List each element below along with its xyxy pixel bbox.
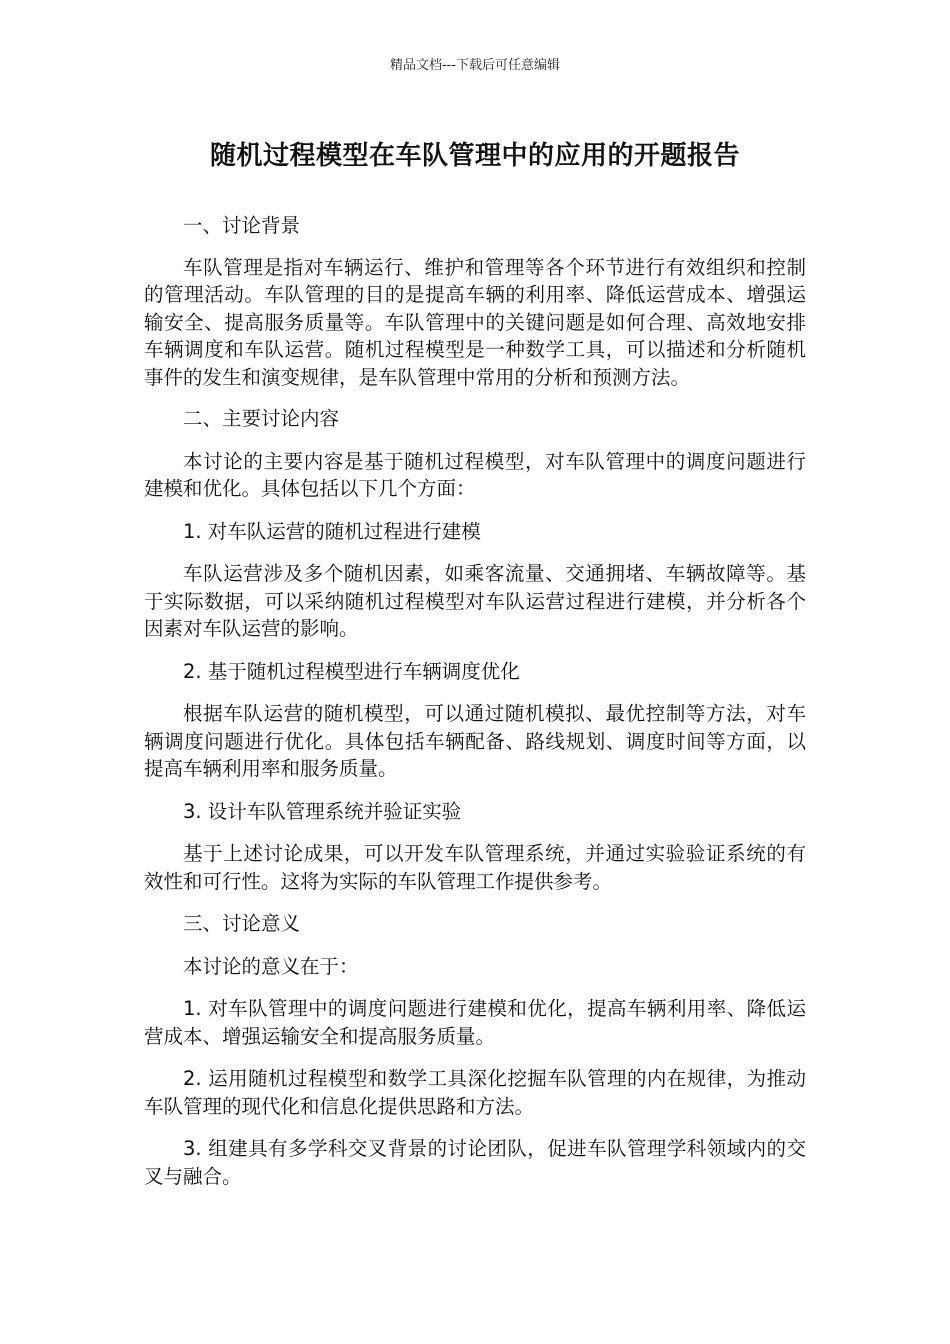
document-title: 随机过程模型在车队管理中的应用的开题报告 [209,141,740,171]
subheading-item-1: 1. 对车队运营的随机过程进行建模 [183,519,481,543]
significance-item-1: 1. 对车队管理中的调度问题进行建模和优化，提高车辆利用率、降低运营成本、增强运输安全和提高服务质量。 [144,997,806,1048]
section-heading-main-content: 二、主要讨论内容 [183,407,340,430]
paragraph-item-2: 根据车队运营的随机模型，可以通过随机模拟、最优控制等方法，对车辆调度问题进行优化。具体包括车辆配备、路线规划、调度时间等方面，以提高车辆利用率和服务质量。 [144,702,806,780]
subheading-item-2: 2. 基于随机过程模型进行车辆调度优化 [183,659,520,683]
paragraph-item-3: 基于上述讨论成果，可以开发车队管理系统，并通过实验验证系统的有效性和可行性。这将为实际的车队管理工作提供参考。 [144,842,806,893]
section-heading-background: 一、讨论背景 [183,214,301,237]
document-body [144,212,806,1190]
section-heading-significance: 三、讨论意义 [183,912,301,935]
paragraph-main-content-intro: 本讨论的主要内容是基于随机过程模型，对车队管理中的调度问题进行建模和优化。具体包括以下几个方面： [144,449,806,500]
subheading-item-3: 3. 设计车队管理系统并验证实验 [183,799,462,823]
significance-item-3: 3. 组建具有多学科交叉背景的讨论团队，促进车队管理学科领域内的交叉与融合。 [144,1137,806,1188]
header-note: 精品文档---下载后可任意编辑 [389,58,561,73]
paragraph-significance-intro: 本讨论的意义在于： [183,954,359,978]
significance-item-2: 2. 运用随机过程模型和数学工具深化挖掘车队管理的内在规律，为推动车队管理的现代化和信息化提供思路和方法。 [144,1067,806,1118]
paragraph-background: 车队管理是指对车辆运行、维护和管理等各个环节进行有效组织和控制的管理活动。车队管理的目的是提高车辆的利用率、降低运营成本、增强运输安全、提高服务质量等。车队管理中的关键问题是如何合理、高效地安排车辆调度和车队运营。随机过程模型是一种数学工具，可以描述和分析随机事件的发生和演变规律，是车队管理中常用的分析和预测方法。 [144,255,806,389]
paragraph-item-1: 车队运营涉及多个随机因素，如乘客流量、交通拥堵、车辆故障等。基于实际数据，可以采纳随机过程模型对车队运营过程进行建模，并分析各个因素对车队运营的影响。 [144,562,806,640]
